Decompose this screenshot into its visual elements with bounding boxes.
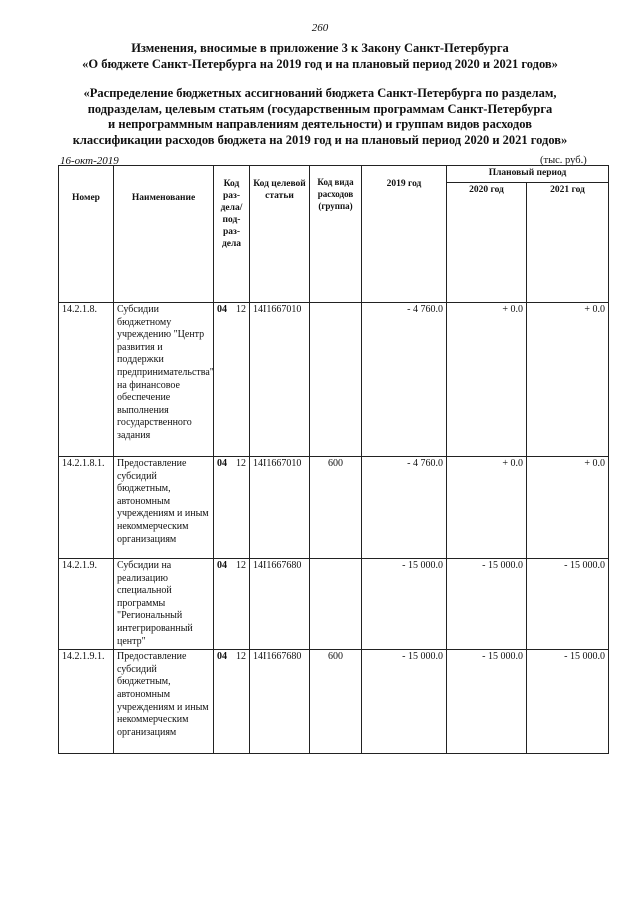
table-row (59, 303, 609, 457)
row-group: 600 (310, 650, 362, 754)
row-2021: + 0.0 (527, 303, 609, 457)
row-number: 14.2.1.8. (59, 303, 114, 457)
row-section-cell (214, 303, 250, 457)
row-target: 14I1667010 (250, 303, 310, 457)
header-number: Номер (59, 166, 114, 303)
row-section-cell (214, 650, 250, 754)
row-2020: + 0.0 (447, 303, 527, 457)
page-number: 260 (311, 22, 329, 34)
row-name: Субсидии на реализацию специальной программы "Региональный интегрированный центр" (114, 559, 214, 650)
header-target: Код целевой статьи (250, 166, 310, 303)
row-section-cell (214, 559, 250, 650)
header-name: Наименование (114, 166, 214, 303)
row-group (310, 559, 362, 650)
row-subsection: 12 (236, 560, 246, 571)
row-name: Предоставление субсидий бюджетным, автономным учреждениям и иным некоммерческим организациям (114, 457, 214, 559)
table-row (59, 650, 609, 754)
document-subtitle (40, 86, 600, 148)
header-2019: 2019 год (362, 166, 447, 303)
row-number: 14.2.1.9.1. (59, 650, 114, 754)
row-2020: - 15 000.0 (447, 650, 527, 754)
table-row (59, 559, 609, 650)
table-row (59, 457, 609, 559)
row-2021: + 0.0 (527, 457, 609, 559)
row-2021: - 15 000.0 (527, 559, 609, 650)
row-2019: - 4 760.0 (362, 457, 447, 559)
header-2021: 2021 год (527, 183, 609, 303)
header-plan-period: Плановый период (447, 166, 609, 183)
row-group (310, 303, 362, 457)
row-section: 04 (217, 304, 227, 315)
header-section: Код раз-дела/ под-раз-дела (214, 166, 250, 303)
row-target: 14I1667680 (250, 650, 310, 754)
row-subsection: 12 (236, 304, 246, 315)
title-line-2: «О бюджете Санкт-Петербурга на 2019 год и на плановый период 2020 и 2021 годов» (82, 57, 558, 71)
row-subsection: 12 (236, 458, 246, 469)
row-section: 04 (217, 560, 227, 571)
row-2019: - 15 000.0 (362, 650, 447, 754)
row-group: 600 (310, 457, 362, 559)
row-2019: - 15 000.0 (362, 559, 447, 650)
row-target: 14I1667680 (250, 559, 310, 650)
subtitle-line-1: «Распределение бюджетных ассигнований бюджета Санкт-Петербурга по разделам, (83, 86, 557, 100)
row-section: 04 (217, 458, 227, 469)
row-name: Предоставление субсидий бюджетным, автономным учреждениям и иным некоммерческим организациям (114, 650, 214, 754)
row-number: 14.2.1.9. (59, 559, 114, 650)
subtitle-line-2: подразделам, целевым статьям (государственным программам Санкт-Петербурга (87, 101, 553, 116)
row-number: 14.2.1.8.1. (59, 457, 114, 559)
document-title (40, 40, 600, 72)
header-group: Код вида расходов (группа) (310, 166, 362, 303)
row-section: 04 (217, 651, 227, 663)
row-subsection: 12 (236, 651, 246, 663)
subtitle-line-3: и непрограммным направлениям деятельности) и группам видов расходов (108, 117, 532, 131)
units-label: (тыс. руб.) (540, 155, 587, 166)
subtitle-line-4: классификации расходов бюджета на 2019 год и на плановый период 2020 и 2021 годов» (72, 132, 568, 147)
title-line-1: Изменения, вносимые в приложение 3 к Закону Санкт-Петербурга (131, 41, 509, 55)
row-2020: - 15 000.0 (447, 559, 527, 650)
row-target: 14I1667010 (250, 457, 310, 559)
row-section-cell (214, 457, 250, 559)
document-date: 16-окт-2019 (60, 155, 119, 167)
budget-table (58, 165, 609, 754)
row-2020: + 0.0 (447, 457, 527, 559)
row-2019: - 4 760.0 (362, 303, 447, 457)
row-name: Субсидии бюджетному учреждению "Центр развития и поддержки предпринимательства" на финансовое обеспечение выполнения государственного задания (114, 303, 214, 457)
row-2021: - 15 000.0 (527, 650, 609, 754)
header-2020: 2020 год (447, 183, 527, 303)
